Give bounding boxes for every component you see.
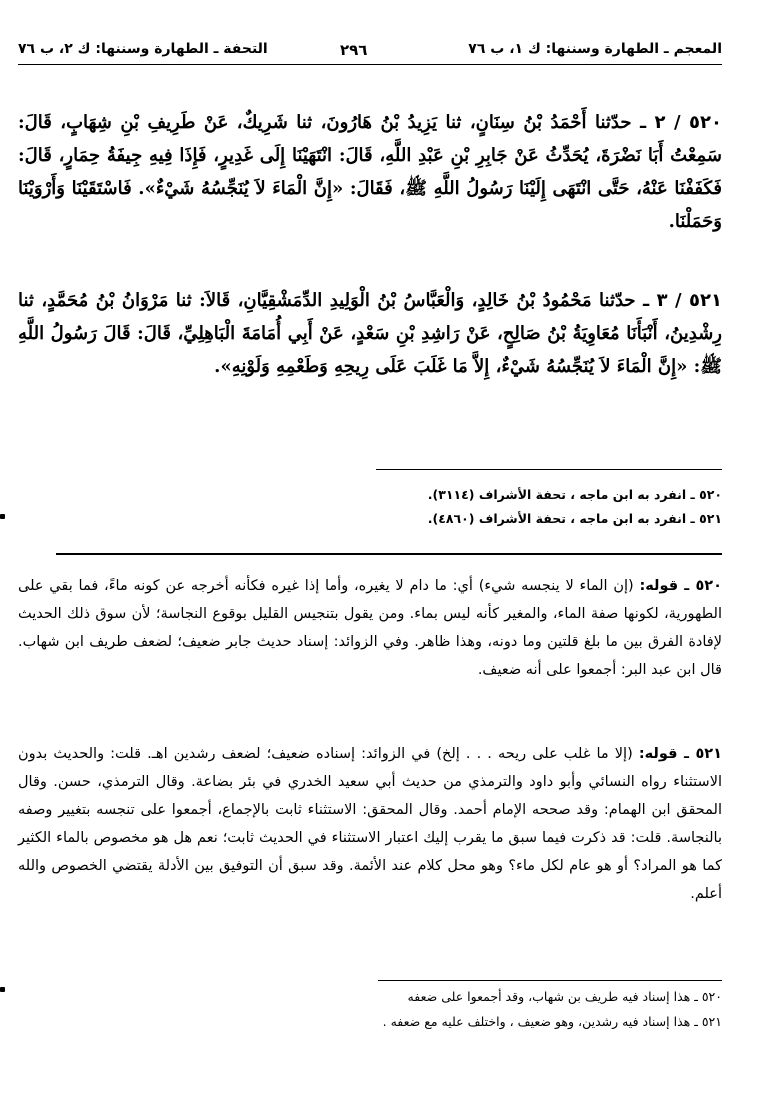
hadith-number: ٥٢١ / ٣ ـ <box>642 290 722 311</box>
hadith-text: حدّثنا أَحْمَدُ بْنُ سِنَانٍ، ثنا يَزِيدُ بْنُ هَارُونَ، ثنا شَرِيكٌ، عَنْ طَرِيفِ بْنِ شِهَابٍ، قَالَ: سَمِعْتُ أَبَا نَضْرَةَ، يُحَدِّثُ عَنْ جَابِرِ بْنِ عَبْدِ اللَّهِ، قَالَ: انْتَهَيْنَا إِلَى غَدِيرٍ، فَإِذَا فِيهِ جِيفَةُ حِمَارٍ، قَالَ: فَكَفَفْنَا عَنْهُ، حَتَّى انْتَهَى إِلَيْنَا رَسُولُ اللَّهِ ﷺ، فَقَالَ: «إِنَّ الْمَاءَ لاَ يُنَجِّسُهُ شَيْءٌ». فَاسْتَقَيْنَا وَأَرْوَيْنَا وَحَمَلْنَا. <box>18 112 723 232</box>
takhrij-520: ٥٢٠ ـ انفرد به ابن ماجه ، تحفة الأشراف (٣١١٤). <box>427 487 722 502</box>
commentary-521 <box>18 740 722 908</box>
hadith-520 <box>18 106 722 238</box>
header-rule <box>18 64 722 65</box>
commentary-520 <box>18 572 722 684</box>
margin-mark <box>0 987 5 992</box>
running-header-left: التحفة ـ الطهارة وسننها: ك ٢، ب ٧٦ <box>18 41 268 57</box>
page-number: ٢٩٦ <box>340 41 368 59</box>
margin-mark <box>0 514 5 519</box>
notes-rule <box>378 980 722 981</box>
commentary-separator <box>56 553 722 555</box>
commentary-text: (إلا ما غلب على ريحه . . . إلخ) في الزوائد: إسناده ضعيف؛ لضعف رشدين اهـ. قلت: والحديث بدون الاستثناء رواه النسائي وأبو داود والترمذي من حديث أبي سعيد الخدري في بئر بضاعة. وقال الترمذي، حسن. وقال المحقق ابن الهمام: وقد صححه الإمام أحمد. وقال المحقق: الاستثناء ثابت بالإجماع، أجمعوا على تنجسه بتغيير وصفه بالنجاسة. قلت: قد ذكرت فيما سبق ما يقرب إليك اعتبار الاستثناء في الحديث ثابت؛ نعم هل هو مخصوص بالماء الكثير كما هو المراد؟ أو هو عام لكل ماء؟ وهو محل كلام عند الأئمة. وقد سبق أن التوفيق بين الأدلة يقتضي الخصوص والله أعلم. <box>18 746 722 902</box>
commentary-label: ٥٢٠ ـ قوله: <box>639 578 723 594</box>
commentary-text: (إن الماء لا ينجسه شيء) أي: ما دام لا يغيره، وأما إذا غيره فكأنه أخرجه عن كونه ماءً، فما بقي على الطهورية، لكونها صفة الماء، والمغير كأنه ليس بماء. ومن يقول بتنجيس القليل بوقوع النجاسة؛ لأن سوق ذلك الحديث لإفادة الفرق بين ما بلغ قلتين وما دونه، وهذا ظاهر. وفي الزوائد: إسناد حديث جابر ضعيف؛ لضعف طريف ابن شهاب. قال ابن عبد البر: أجمعوا على أنه ضعيف. <box>18 578 722 678</box>
takhrij-rule <box>376 469 722 470</box>
commentary-label: ٥٢١ ـ قوله: <box>638 746 722 762</box>
takhrij-521: ٥٢١ ـ انفرد به ابن ماجه ، تحفة الأشراف (٤٨٦٠). <box>427 511 722 526</box>
running-header-right: المعجم ـ الطهارة وسننها: ك ١، ب ٧٦ <box>468 41 722 57</box>
note-521: ٥٢١ ـ هذا إسناد فيه رشدين، وهو ضعيف ، واختلف عليه مع ضعفه . <box>382 1014 722 1029</box>
note-520: ٥٢٠ ـ هذا إسناد فيه طريف بن شهاب، وقد أجمعوا على ضعفه <box>407 989 722 1004</box>
hadith-number: ٥٢٠ / ٢ ـ <box>639 112 723 133</box>
hadith-text: حدّثنا مَحْمُودُ بْنُ خَالِدٍ، وَالْعَبَّاسُ بْنُ الْوَلِيدِ الدِّمَشْقِيَّانِ، قَالاَ: ثنا مَرْوَانُ بْنُ مُحَمَّدٍ، ثنا رِشْدِينُ، أَنْبَأَنَا مُعَاوِيَةُ بْنُ صَالِحٍ، عَنْ رَاشِدِ بْنِ سَعْدٍ، عَنْ أَبِي أُمَامَةَ الْبَاهِلِيِّ، قَالَ: قَالَ رَسُولُ اللَّهِ ﷺ: «إِنَّ الْمَاءَ لاَ يُنَجِّسُهُ شَيْءٌ، إِلاَّ مَا غَلَبَ عَلَى رِيحِهِ وَطَعْمِهِ وَلَوْنِهِ». <box>18 290 722 377</box>
hadith-521 <box>18 284 722 383</box>
